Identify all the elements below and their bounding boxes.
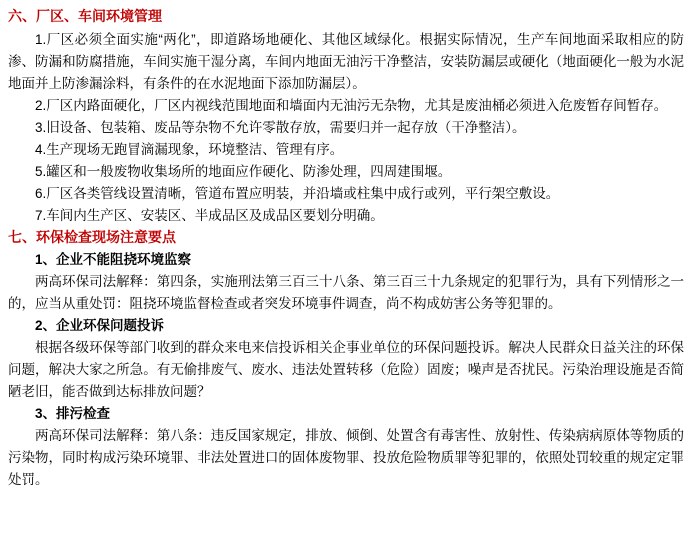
section-six-paragraph-3: 3.旧设备、包装箱、废品等杂物不允许零散存放，需要归并一起存放（干净整洁）。 — [35, 119, 526, 135]
section-six — [8, 6, 684, 227]
section-six-paragraph-1: 1.厂区必须全面实施“两化”，即道路场地硬化、其他区域绿化。根据实际情况，生产车间地面采取相应的防渗、防漏和防腐措施，车间实施干湿分离，车间内地面无油污干净整洁，安装防漏层或硬化（地面硬化一般为水泥地面并上防渗漏涂料，有条件的在水泥地面下添加防漏层）。 — [8, 31, 684, 91]
section-seven-item-1-body: 两高环保司法解释：第四条，实施刑法第三百三十八条、第三百三十九条规定的犯罪行为，具有下列情形之一的，应当从重处罚：阻挠环境监督检查或者突发环境事件调查，尚不构成妨害公务等犯罪的。 — [8, 274, 684, 312]
section-six-paragraph-4: 4.生产现场无跑冒滴漏现象，环境整洁、管理有序。 — [35, 141, 344, 157]
section-seven-heading: 七、环保检查现场注意要点 — [8, 228, 176, 245]
section-seven-item-1-title: 1、企业不能阻挠环境监察 — [35, 252, 192, 268]
section-six-heading: 六、厂区、车间环境管理 — [8, 8, 162, 24]
section-seven-item-2-title: 2、企业环保问题投诉 — [35, 318, 165, 334]
section-six-paragraph-2: 2.厂区内路面硬化，厂区内视线范围地面和墙面内无油污无杂物，尤其是废油桶必须进入危废暂存间暂存。 — [35, 97, 668, 113]
section-seven-item-2-body: 根据各级环保等部门收到的群众来电来信投诉相关企事业单位的环保问题投诉。解决人民群众日益关注的环保问题，解决大家之所急。有无偷排废气、废水、违法处置转移（危险）固废；噪声是否扰民。污染治理设施是否简陋老旧，能否做到达标排放问题？ — [8, 340, 684, 400]
section-seven-item-3-title: 3、排污检查 — [35, 406, 111, 422]
section-six-paragraph-5: 5.罐区和一般废物收集场所的地面应作硬化、防渗处理，四周建围堰。 — [35, 163, 452, 179]
section-six-paragraph-7: 7.车间内生产区、安装区、半成品区及成品区要划分明确。 — [35, 207, 384, 223]
section-six-paragraph-6: 6.厂区各类管线设置清晰，管道布置应明装，并沿墙或柱集中成行或列，平行架空敷设。 — [35, 185, 560, 201]
section-seven-item-3-body: 两高环保司法解释：第八条：违反国家规定，排放、倾倒、处置含有毒害性、放射性、传染病病原体等物质的污染物，同时构成污染环境罪、非法处置进口的固体废物罪、投放危险物质罪等犯罪的，依照处罚较重的规定定罪处罚。 — [8, 428, 684, 488]
section-seven — [8, 227, 684, 492]
